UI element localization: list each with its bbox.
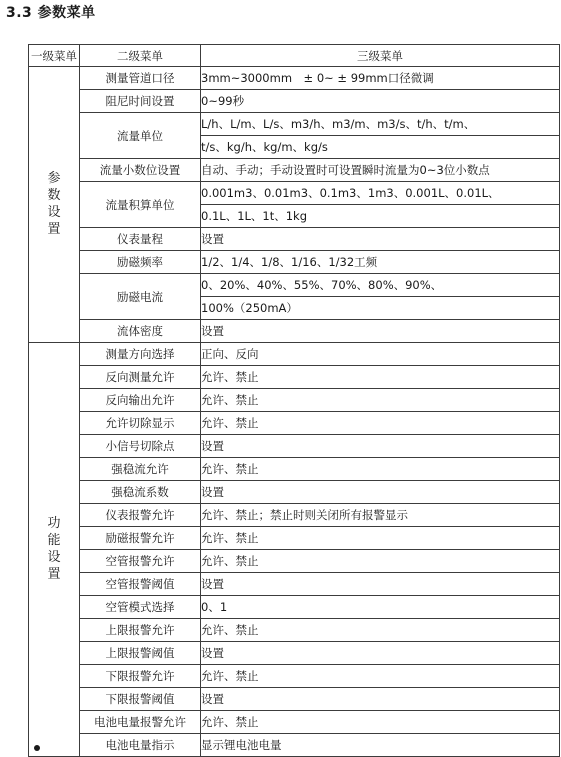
level3-cell xyxy=(201,389,560,412)
level2-cell: 允许切除显示 xyxy=(80,412,201,435)
level3-cell xyxy=(201,366,560,389)
table-row xyxy=(29,642,560,665)
level3-text: 自动、手动；手动设置时可设置瞬时流量为0~3位小数点 xyxy=(201,163,490,177)
level3-text: 设置 xyxy=(201,439,224,453)
table-row xyxy=(29,182,560,228)
level2-cell: 流量积算单位 xyxy=(80,182,201,228)
table-row xyxy=(29,596,560,619)
level2-cell: 流体密度 xyxy=(80,320,201,343)
level3-cell xyxy=(201,711,560,734)
level2-cell: 仪表量程 xyxy=(80,228,201,251)
parameter-menu-table xyxy=(28,44,560,757)
level3-text: 允许、禁止 xyxy=(201,531,259,545)
level1-cell xyxy=(29,67,80,343)
level3-text: 允许、禁止 xyxy=(201,370,259,384)
level3-text: 设置 xyxy=(201,485,224,499)
level3-text: 允许、禁止 xyxy=(201,669,259,683)
level3-text: 100%（250mA） xyxy=(201,296,560,319)
level3-cell xyxy=(201,665,560,688)
table-row xyxy=(29,550,560,573)
level3-cell xyxy=(201,435,560,458)
level3-text: 1/2、1/4、1/8、1/16、1/32工频 xyxy=(201,255,378,269)
level3-text: 允许、禁止 xyxy=(201,715,259,729)
table-row xyxy=(29,573,560,596)
level3-text: 设置 xyxy=(201,324,224,338)
table-row xyxy=(29,389,560,412)
table-row xyxy=(29,481,560,504)
level3-cell xyxy=(201,734,560,757)
level2-cell: 上限报警阈值 xyxy=(80,642,201,665)
level2-cell: 下限报警允许 xyxy=(80,665,201,688)
level3-text: 允许、禁止 xyxy=(201,393,259,407)
level3-cell xyxy=(201,550,560,573)
level3-cell xyxy=(201,343,560,366)
header-level1: 一级菜单 xyxy=(29,45,80,67)
level2-cell: 励磁电流 xyxy=(80,274,201,320)
level3-text: 设置 xyxy=(201,577,224,591)
level3-cell xyxy=(201,274,560,320)
level3-cell xyxy=(201,573,560,596)
table-row xyxy=(29,688,560,711)
page-footer-mark xyxy=(34,745,40,751)
level3-text: 正向、反向 xyxy=(201,347,259,361)
level3-cell xyxy=(201,90,560,113)
level2-cell: 流量小数位设置 xyxy=(80,159,201,182)
level2-cell: 阻尼时间设置 xyxy=(80,90,201,113)
level1-cell xyxy=(29,343,80,757)
section-title: 3.3 参数菜单 xyxy=(6,5,96,21)
table-row xyxy=(29,67,560,90)
level2-cell: 测量方向选择 xyxy=(80,343,201,366)
level3-cell xyxy=(201,67,560,90)
level2-cell: 小信号切除点 xyxy=(80,435,201,458)
level2-cell: 空管模式选择 xyxy=(80,596,201,619)
level3-cell xyxy=(201,458,560,481)
table-header-row xyxy=(29,45,560,67)
level3-text: 允许、禁止 xyxy=(201,623,259,637)
level3-cell xyxy=(201,642,560,665)
level2-cell: 反向测量允许 xyxy=(80,366,201,389)
level3-text: 设置 xyxy=(201,646,224,660)
table-row xyxy=(29,435,560,458)
level2-cell: 空管报警允许 xyxy=(80,550,201,573)
level3-cell xyxy=(201,251,560,274)
level3-cell xyxy=(201,619,560,642)
table-row xyxy=(29,251,560,274)
level3-cell xyxy=(201,113,560,159)
level3-cell xyxy=(201,412,560,435)
level3-text: 设置 xyxy=(201,692,224,706)
level2-cell: 电池电量指示 xyxy=(80,734,201,757)
table-row xyxy=(29,734,560,757)
table-row xyxy=(29,274,560,320)
table-row xyxy=(29,343,560,366)
table-row xyxy=(29,113,560,159)
level2-cell: 励磁频率 xyxy=(80,251,201,274)
level3-text: 3mm~3000mm ± 0~ ± 99mm口径微调 xyxy=(201,71,434,85)
level2-cell: 流量单位 xyxy=(80,113,201,159)
level3-cell xyxy=(201,596,560,619)
level1-label: 功能设置 xyxy=(47,515,61,582)
table-row xyxy=(29,90,560,113)
level3-cell xyxy=(201,320,560,343)
level3-cell xyxy=(201,504,560,527)
table-row xyxy=(29,320,560,343)
level3-cell xyxy=(201,159,560,182)
header-level3: 三级菜单 xyxy=(201,45,560,67)
level3-text: 显示锂电池电量 xyxy=(201,738,282,752)
level3-text: 0~99秒 xyxy=(201,94,245,108)
level3-text: t/s、kg/h、kg/m、kg/s xyxy=(201,135,560,158)
level2-cell: 下限报警阈值 xyxy=(80,688,201,711)
level3-text: L/h、L/m、L/s、m3/h、m3/m、m3/s、t/h、t/m、 xyxy=(201,117,476,131)
level3-text: 0、1 xyxy=(201,600,228,614)
level3-text: 允许、禁止 xyxy=(201,554,259,568)
level2-cell: 反向输出允许 xyxy=(80,389,201,412)
table-row xyxy=(29,711,560,734)
level3-cell xyxy=(201,228,560,251)
level3-text: 设置 xyxy=(201,232,224,246)
table-row xyxy=(29,366,560,389)
level2-cell: 励磁报警允许 xyxy=(80,527,201,550)
table-body xyxy=(29,67,560,757)
level3-cell xyxy=(201,688,560,711)
level3-text: 允许、禁止；禁止时则关闭所有报警显示 xyxy=(201,508,408,522)
level3-text: 0.1L、1L、1t、1kg xyxy=(201,204,560,227)
level2-cell: 上限报警允许 xyxy=(80,619,201,642)
table-row xyxy=(29,159,560,182)
level2-cell: 强稳流系数 xyxy=(80,481,201,504)
level3-text: 允许、禁止 xyxy=(201,416,259,430)
table-row xyxy=(29,504,560,527)
level3-cell xyxy=(201,182,560,228)
level2-cell: 仪表报警允许 xyxy=(80,504,201,527)
table-row xyxy=(29,228,560,251)
header-level2: 二级菜单 xyxy=(80,45,201,67)
level2-cell: 空管报警阈值 xyxy=(80,573,201,596)
table-row xyxy=(29,412,560,435)
level3-text: 0.001m3、0.01m3、0.1m3、1m3、0.001L、0.01L、 xyxy=(201,186,500,200)
level2-cell: 电池电量报警允许 xyxy=(80,711,201,734)
level3-cell xyxy=(201,481,560,504)
level1-label: 参数设置 xyxy=(47,170,61,237)
level3-text: 0、20%、40%、55%、70%、80%、90%、 xyxy=(201,278,443,292)
table-row xyxy=(29,619,560,642)
level3-text: 允许、禁止 xyxy=(201,462,259,476)
table-row xyxy=(29,665,560,688)
table-row xyxy=(29,527,560,550)
level2-cell: 测量管道口径 xyxy=(80,67,201,90)
level2-cell: 强稳流允许 xyxy=(80,458,201,481)
level3-cell xyxy=(201,527,560,550)
table-row xyxy=(29,458,560,481)
